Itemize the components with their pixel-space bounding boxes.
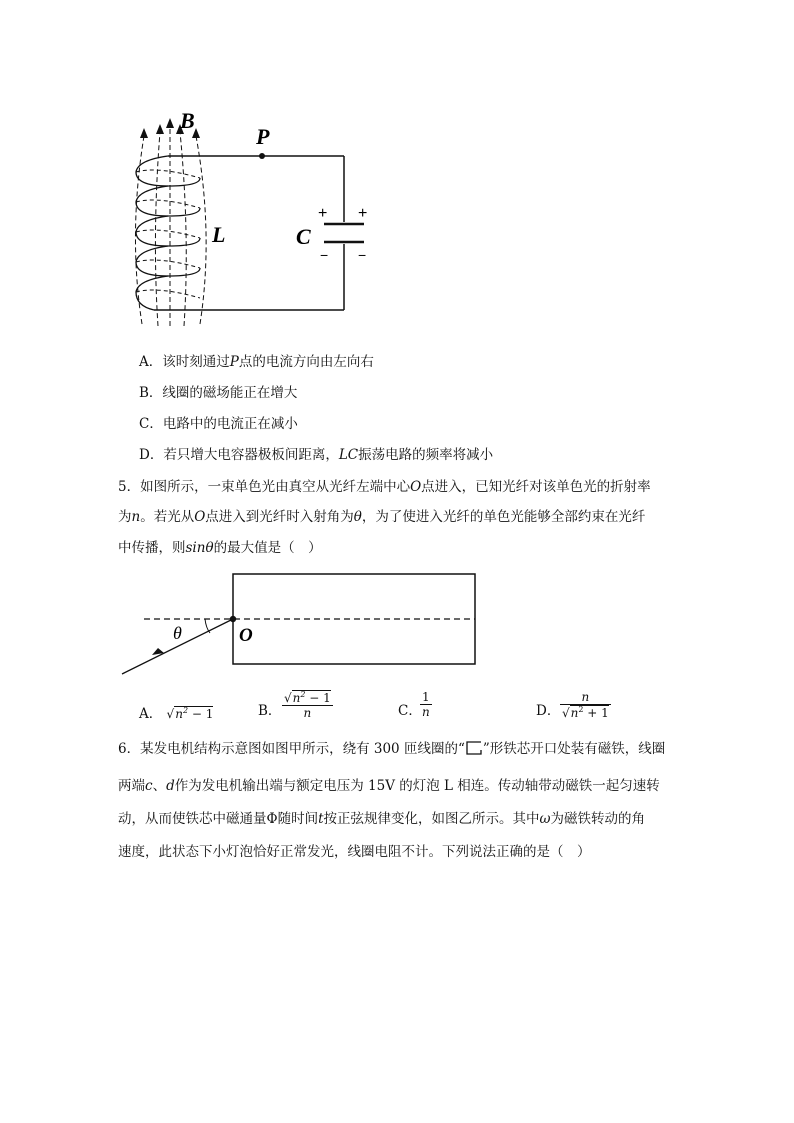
- q5-option-b-letter: B．: [258, 703, 282, 719]
- q4-option-a: A．该时刻通过P点的电流方向由左向右: [139, 354, 374, 370]
- coil-back-dashed: [136, 170, 200, 298]
- label-c: C: [296, 224, 311, 249]
- minus-left: −: [320, 247, 329, 263]
- minus-right: −: [358, 247, 367, 263]
- q5-option-a: A． $√n^2 - 1$: [139, 706, 214, 722]
- q5-option-c-letter: C．: [398, 703, 422, 719]
- label-p: P: [256, 124, 270, 149]
- label-theta: θ: [173, 623, 182, 643]
- q6-line-2: 两端c、d作为发电机输出端与额定电压为 15V 的灯泡 L 相连。传动轴带动磁铁一起匀速转: [118, 778, 660, 794]
- q5-line-2: 为n。若光从O点进入到光纤时入射角为θ，为了使进入光纤的单色光能够全部约束在光纤: [118, 509, 646, 525]
- optical-fiber-figure: [118, 568, 488, 680]
- label-o: O: [239, 625, 253, 646]
- q6-line-4: 速度，此状态下小灯泡恰好正常发光，线圈电阻不计。下列说法正确的是（ ）: [118, 844, 591, 860]
- label-l: L: [212, 222, 226, 247]
- label-b: B: [180, 108, 195, 133]
- q5-option-d-fraction: $\frac{n}{√n^2 + 1}$: [562, 690, 609, 720]
- plus-right: +: [358, 205, 368, 222]
- q6-line-3: 动，从而使铁芯中磁通量Φ随时间t按正弦规律变化，如图乙所示。其中ω为磁铁转动的角: [118, 811, 646, 827]
- point-o: [230, 616, 236, 622]
- q4-option-b: B．线圈的磁场能正在增大: [139, 385, 298, 401]
- q6-line-1: 6．某发电机结构示意图如图甲所示，绕有 300 匝线圈的“ ”形铁芯开口处装有磁铁，线圈: [118, 741, 666, 757]
- q5-option-b-fraction: $\frac{√n^2 - 1}{n}$: [284, 690, 331, 720]
- q4-option-c: C．电路中的电流正在减小: [139, 416, 298, 432]
- plus-left: +: [318, 205, 328, 222]
- lc-circuit-figure: [118, 104, 388, 334]
- q5-option-d-letter: D．: [536, 703, 561, 719]
- q5-option-c-fraction: $\frac{1}{n}$: [422, 690, 430, 719]
- q5-line-1: 5．如图所示，一束单色光由真空从光纤左端中心O点进入，已知光纤对该单色光的折射率: [118, 479, 651, 495]
- core-shape-icon: [465, 740, 483, 756]
- q4-option-d: D．若只增大电容器极板间距离，LC振荡电路的频率将减小: [139, 447, 494, 463]
- q5-line-3: 中传播，则sinθ的最大值是（ ）: [118, 540, 322, 556]
- point-p: [259, 153, 265, 159]
- inductor-coil: [136, 156, 200, 310]
